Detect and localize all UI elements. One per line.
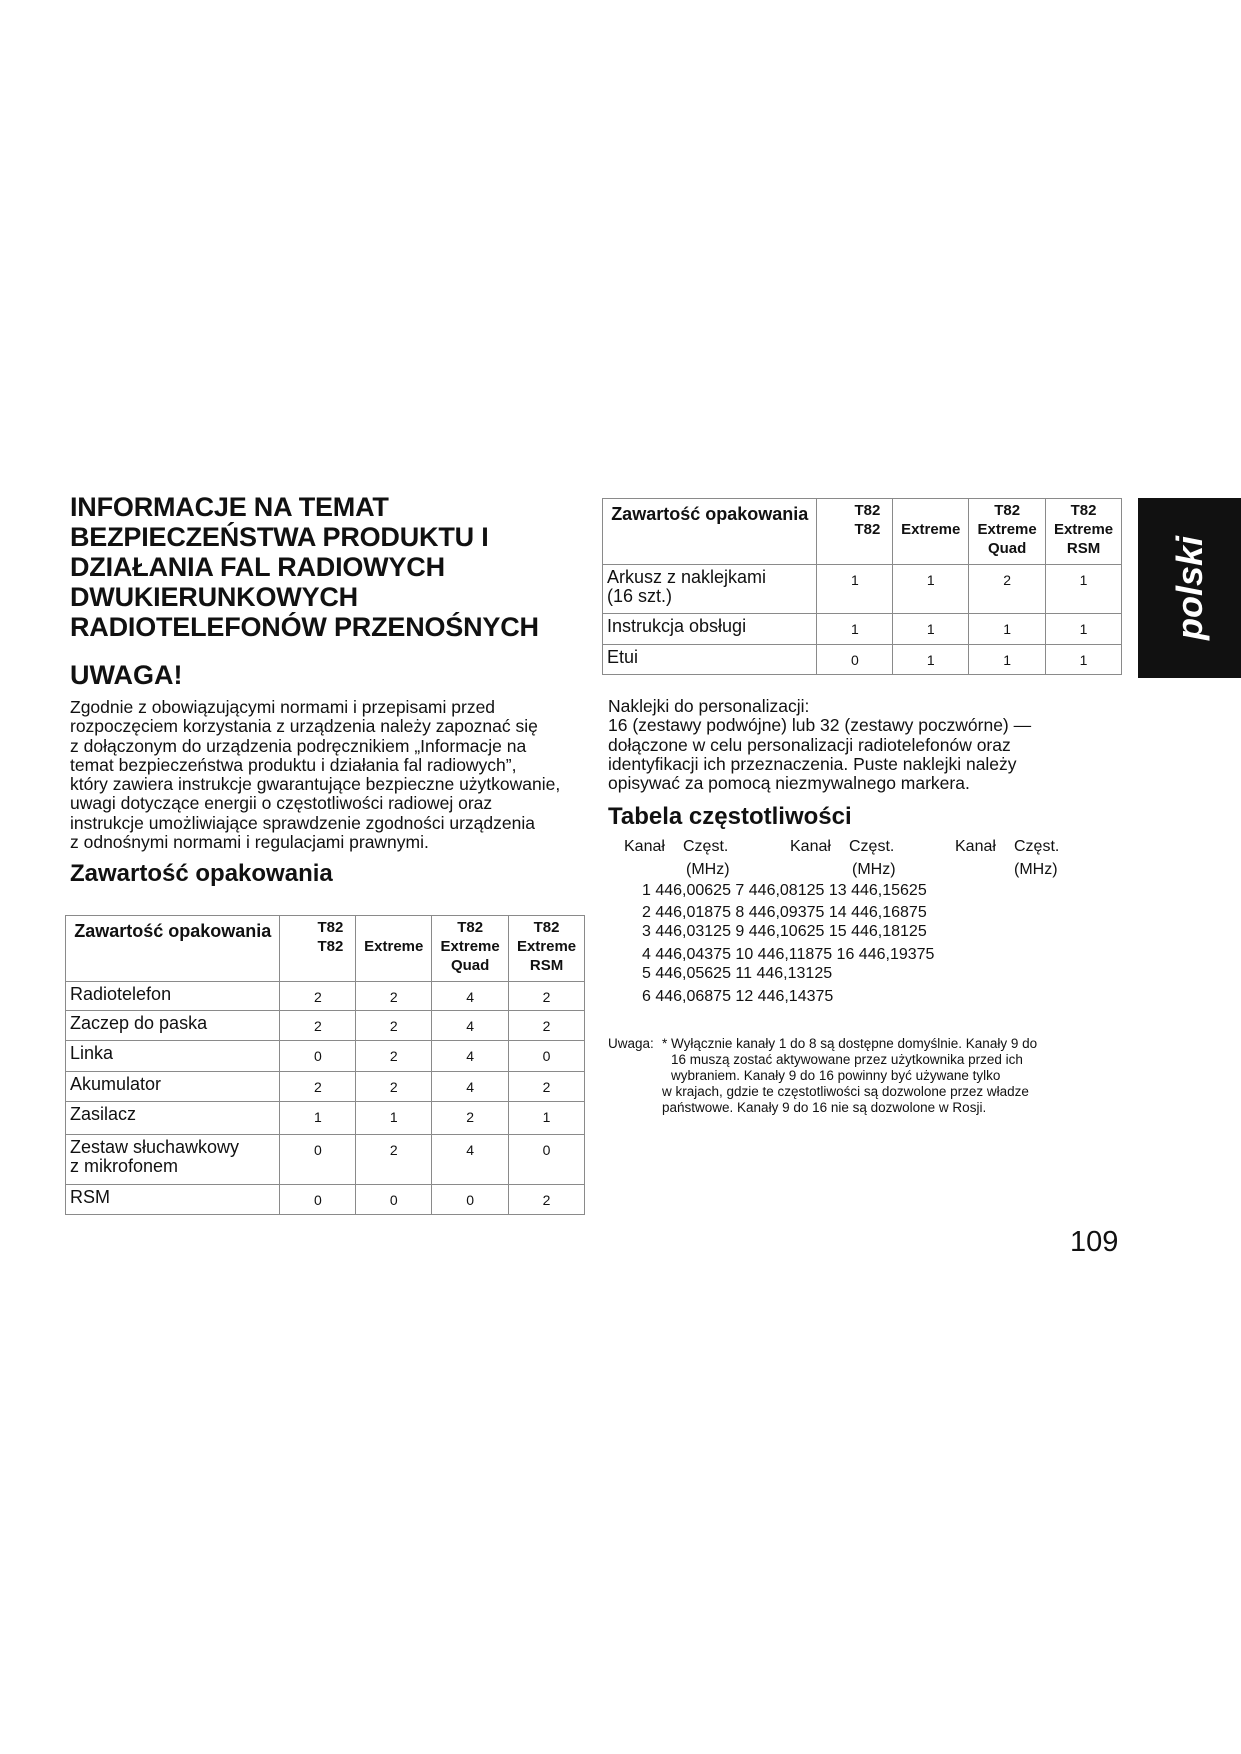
row-item: Akumulator — [66, 1072, 280, 1102]
contents-heading: Zawartość opakowania — [70, 860, 333, 887]
note-line: 16 muszą zostać aktywowane przez użytkownika przed ich — [671, 1052, 1023, 1067]
row-item: Arkusz z naklejkami (16 szt.) — [603, 565, 817, 614]
note-line: wybraniem. Kanały 9 do 16 powinny być używane tylko — [671, 1068, 1001, 1083]
table-row — [66, 1072, 585, 1102]
paragraph-line: 16 (zestawy podwójne) lub 32 (zestawy poczwórne) — — [608, 715, 1032, 736]
row-value: 4 — [432, 1011, 509, 1041]
header-col2: Extreme — [356, 916, 432, 982]
frequency-row: 5 446,05625 11 446,13125 — [642, 965, 833, 982]
table-row — [66, 1135, 585, 1185]
unit-label: (MHz) — [852, 861, 896, 878]
freq-label: Częst. — [849, 838, 895, 855]
row-value: 1 — [1046, 565, 1122, 614]
row-item: Zaczep do paska — [66, 1011, 280, 1041]
header-col3: T82 Extreme Quad — [969, 499, 1046, 565]
row-value: 0 — [356, 1185, 432, 1215]
warning-heading: UWAGA! — [70, 660, 183, 690]
table-row — [603, 565, 1122, 614]
heading-line: DZIAŁANIA FAL RADIOWYCH — [70, 552, 445, 582]
paragraph-line: temat bezpieczeństwa produktu i działania fal radiowych”, — [70, 754, 517, 775]
row-value: 1 — [1046, 614, 1122, 645]
row-value: 2 — [356, 1041, 432, 1072]
channel-label: Kanał — [790, 838, 831, 855]
row-value: 4 — [432, 1072, 509, 1102]
heading-line: INFORMACJE NA TEMAT — [70, 492, 389, 522]
paragraph-line: z odnośnymi normami i regulacjami prawnymi. — [70, 832, 429, 853]
paragraph-line: uwagi dotyczące energii o częstotliwości radiowej oraz — [70, 793, 493, 814]
paragraph-line: dołączone w celu personalizacji radiotelefonów oraz — [608, 734, 1011, 755]
page-number: 109 — [1070, 1226, 1119, 1258]
row-value: 4 — [432, 982, 509, 1011]
frequency-row: 2 446,01875 8 446,09375 14 446,16875 — [642, 904, 927, 921]
note-line: państwowe. Kanały 9 do 16 nie są dozwolone w Rosji. — [662, 1100, 987, 1115]
paragraph-line: Naklejki do personalizacji: — [608, 696, 810, 716]
paragraph-line: Zgodnie z obowiązującymi normami i przepisami przed — [70, 697, 496, 717]
header-col1: T82 T82 — [817, 499, 893, 565]
frequency-row: 6 446,06875 12 446,14375 — [642, 988, 834, 1005]
frequency-row: 4 446,04375 10 446,11875 16 446,19375 — [642, 946, 935, 963]
row-value: 1 — [893, 614, 969, 645]
row-value: 2 — [509, 1011, 585, 1041]
row-value: 2 — [509, 982, 585, 1011]
heading-line: DWUKIERUNKOWYCH — [70, 582, 358, 612]
frequency-heading: Tabela częstotliwości — [608, 803, 852, 830]
language-tab — [1138, 498, 1241, 678]
row-value: 1 — [280, 1102, 356, 1135]
row-value: 4 — [432, 1041, 509, 1072]
row-value: 2 — [356, 1011, 432, 1041]
paragraph-line: z dołączonym do urządzenia podręcznikiem „Informacje na — [70, 735, 527, 756]
row-value: 2 — [509, 1185, 585, 1215]
frequency-row: 1 446,00625 7 446,08125 13 446,15625 — [642, 882, 927, 899]
row-item: Radiotelefon — [66, 982, 280, 1011]
row-value: 0 — [280, 1185, 356, 1215]
paragraph-line: instrukcje umożliwiające sprawdzenie zgodności urządzenia — [70, 812, 535, 833]
package-contents-table — [65, 915, 585, 1215]
note-block — [608, 1036, 1128, 1116]
row-value: 1 — [356, 1102, 432, 1135]
note-label: Uwaga: — [608, 1036, 654, 1051]
row-value: 0 — [509, 1135, 585, 1185]
table-row — [66, 1102, 585, 1135]
header-col3: T82 Extreme Quad — [432, 916, 509, 982]
row-item: Zestaw słuchawkowy z mikrofonem — [66, 1135, 280, 1185]
row-value: 2 — [969, 565, 1046, 614]
paragraph-line: rozpoczęciem korzystania z urządzenia należy zapoznać się — [70, 716, 538, 737]
row-item: Linka — [66, 1041, 280, 1072]
frequency-row: 3 446,03125 9 446,10625 15 446,18125 — [642, 923, 927, 940]
row-item: RSM — [66, 1185, 280, 1215]
stickers-paragraph — [608, 697, 1128, 793]
unit-label: (MHz) — [1014, 861, 1058, 878]
table-row — [66, 1041, 585, 1072]
header-col2: Extreme — [893, 499, 969, 565]
freq-label: Częst. — [683, 838, 729, 855]
row-value: 1 — [969, 614, 1046, 645]
note-line: w krajach, gdzie te częstotliwości są dozwolone przez władze — [662, 1084, 1029, 1099]
row-item: Zasilacz — [66, 1102, 280, 1135]
section-heading — [70, 492, 590, 642]
row-value: 1 — [893, 645, 969, 675]
row-value: 2 — [432, 1102, 509, 1135]
table-row — [603, 645, 1122, 675]
row-value: 0 — [817, 645, 893, 675]
header-col4: T82 Extreme RSM — [509, 916, 585, 982]
heading-line: RADIOTELEFONÓW PRZENOŚNYCH — [70, 612, 539, 642]
row-value: 0 — [432, 1185, 509, 1215]
warning-paragraph — [70, 698, 590, 852]
row-value: 0 — [280, 1135, 356, 1185]
table-row — [66, 1011, 585, 1041]
row-value: 2 — [356, 982, 432, 1011]
row-value: 2 — [356, 1135, 432, 1185]
heading-line: BEZPIECZEŃSTWA PRODUKTU I — [70, 522, 489, 552]
paragraph-line: opisywać za pomocą niezmywalnego markera. — [608, 773, 970, 794]
paragraph-line: który zawiera instrukcje gwarantujące bezpieczne użytkowanie, — [70, 774, 561, 795]
table-header-row — [66, 916, 585, 982]
row-value: 1 — [817, 565, 893, 614]
note-line: * Wyłącznie kanały 1 do 8 są dostępne domyślnie. Kanały 9 do — [662, 1036, 1038, 1051]
language-tab-label: polski — [1168, 535, 1210, 641]
row-value: 2 — [280, 1011, 356, 1041]
row-value: 1 — [817, 614, 893, 645]
row-value: 1 — [969, 645, 1046, 675]
row-value: 1 — [509, 1102, 585, 1135]
freq-label: Częst. — [1014, 838, 1060, 855]
row-value: 0 — [509, 1041, 585, 1072]
row-value: 4 — [432, 1135, 509, 1185]
table-row — [66, 1185, 585, 1215]
header-item: Zawartość opakowania — [66, 916, 280, 982]
row-value: 2 — [280, 982, 356, 1011]
header-col4: T82 Extreme RSM — [1046, 499, 1122, 565]
row-item: Etui — [603, 645, 817, 675]
row-value: 1 — [893, 565, 969, 614]
table-row — [603, 614, 1122, 645]
package-contents-table-continued — [602, 498, 1122, 675]
row-item: Instrukcja obsługi — [603, 614, 817, 645]
header-item: Zawartość opakowania — [603, 499, 817, 565]
row-value: 2 — [356, 1072, 432, 1102]
row-value: 2 — [509, 1072, 585, 1102]
row-value: 2 — [280, 1072, 356, 1102]
row-value: 1 — [1046, 645, 1122, 675]
table-row — [66, 982, 585, 1011]
channel-label: Kanał — [955, 838, 996, 855]
header-col1: T82 T82 — [280, 916, 356, 982]
channel-label: Kanał — [624, 838, 665, 855]
unit-label: (MHz) — [686, 861, 730, 878]
paragraph-line: identyfikacji ich przeznaczenia. Puste naklejki należy — [608, 753, 1017, 774]
table-header-row — [603, 499, 1122, 565]
row-value: 0 — [280, 1041, 356, 1072]
